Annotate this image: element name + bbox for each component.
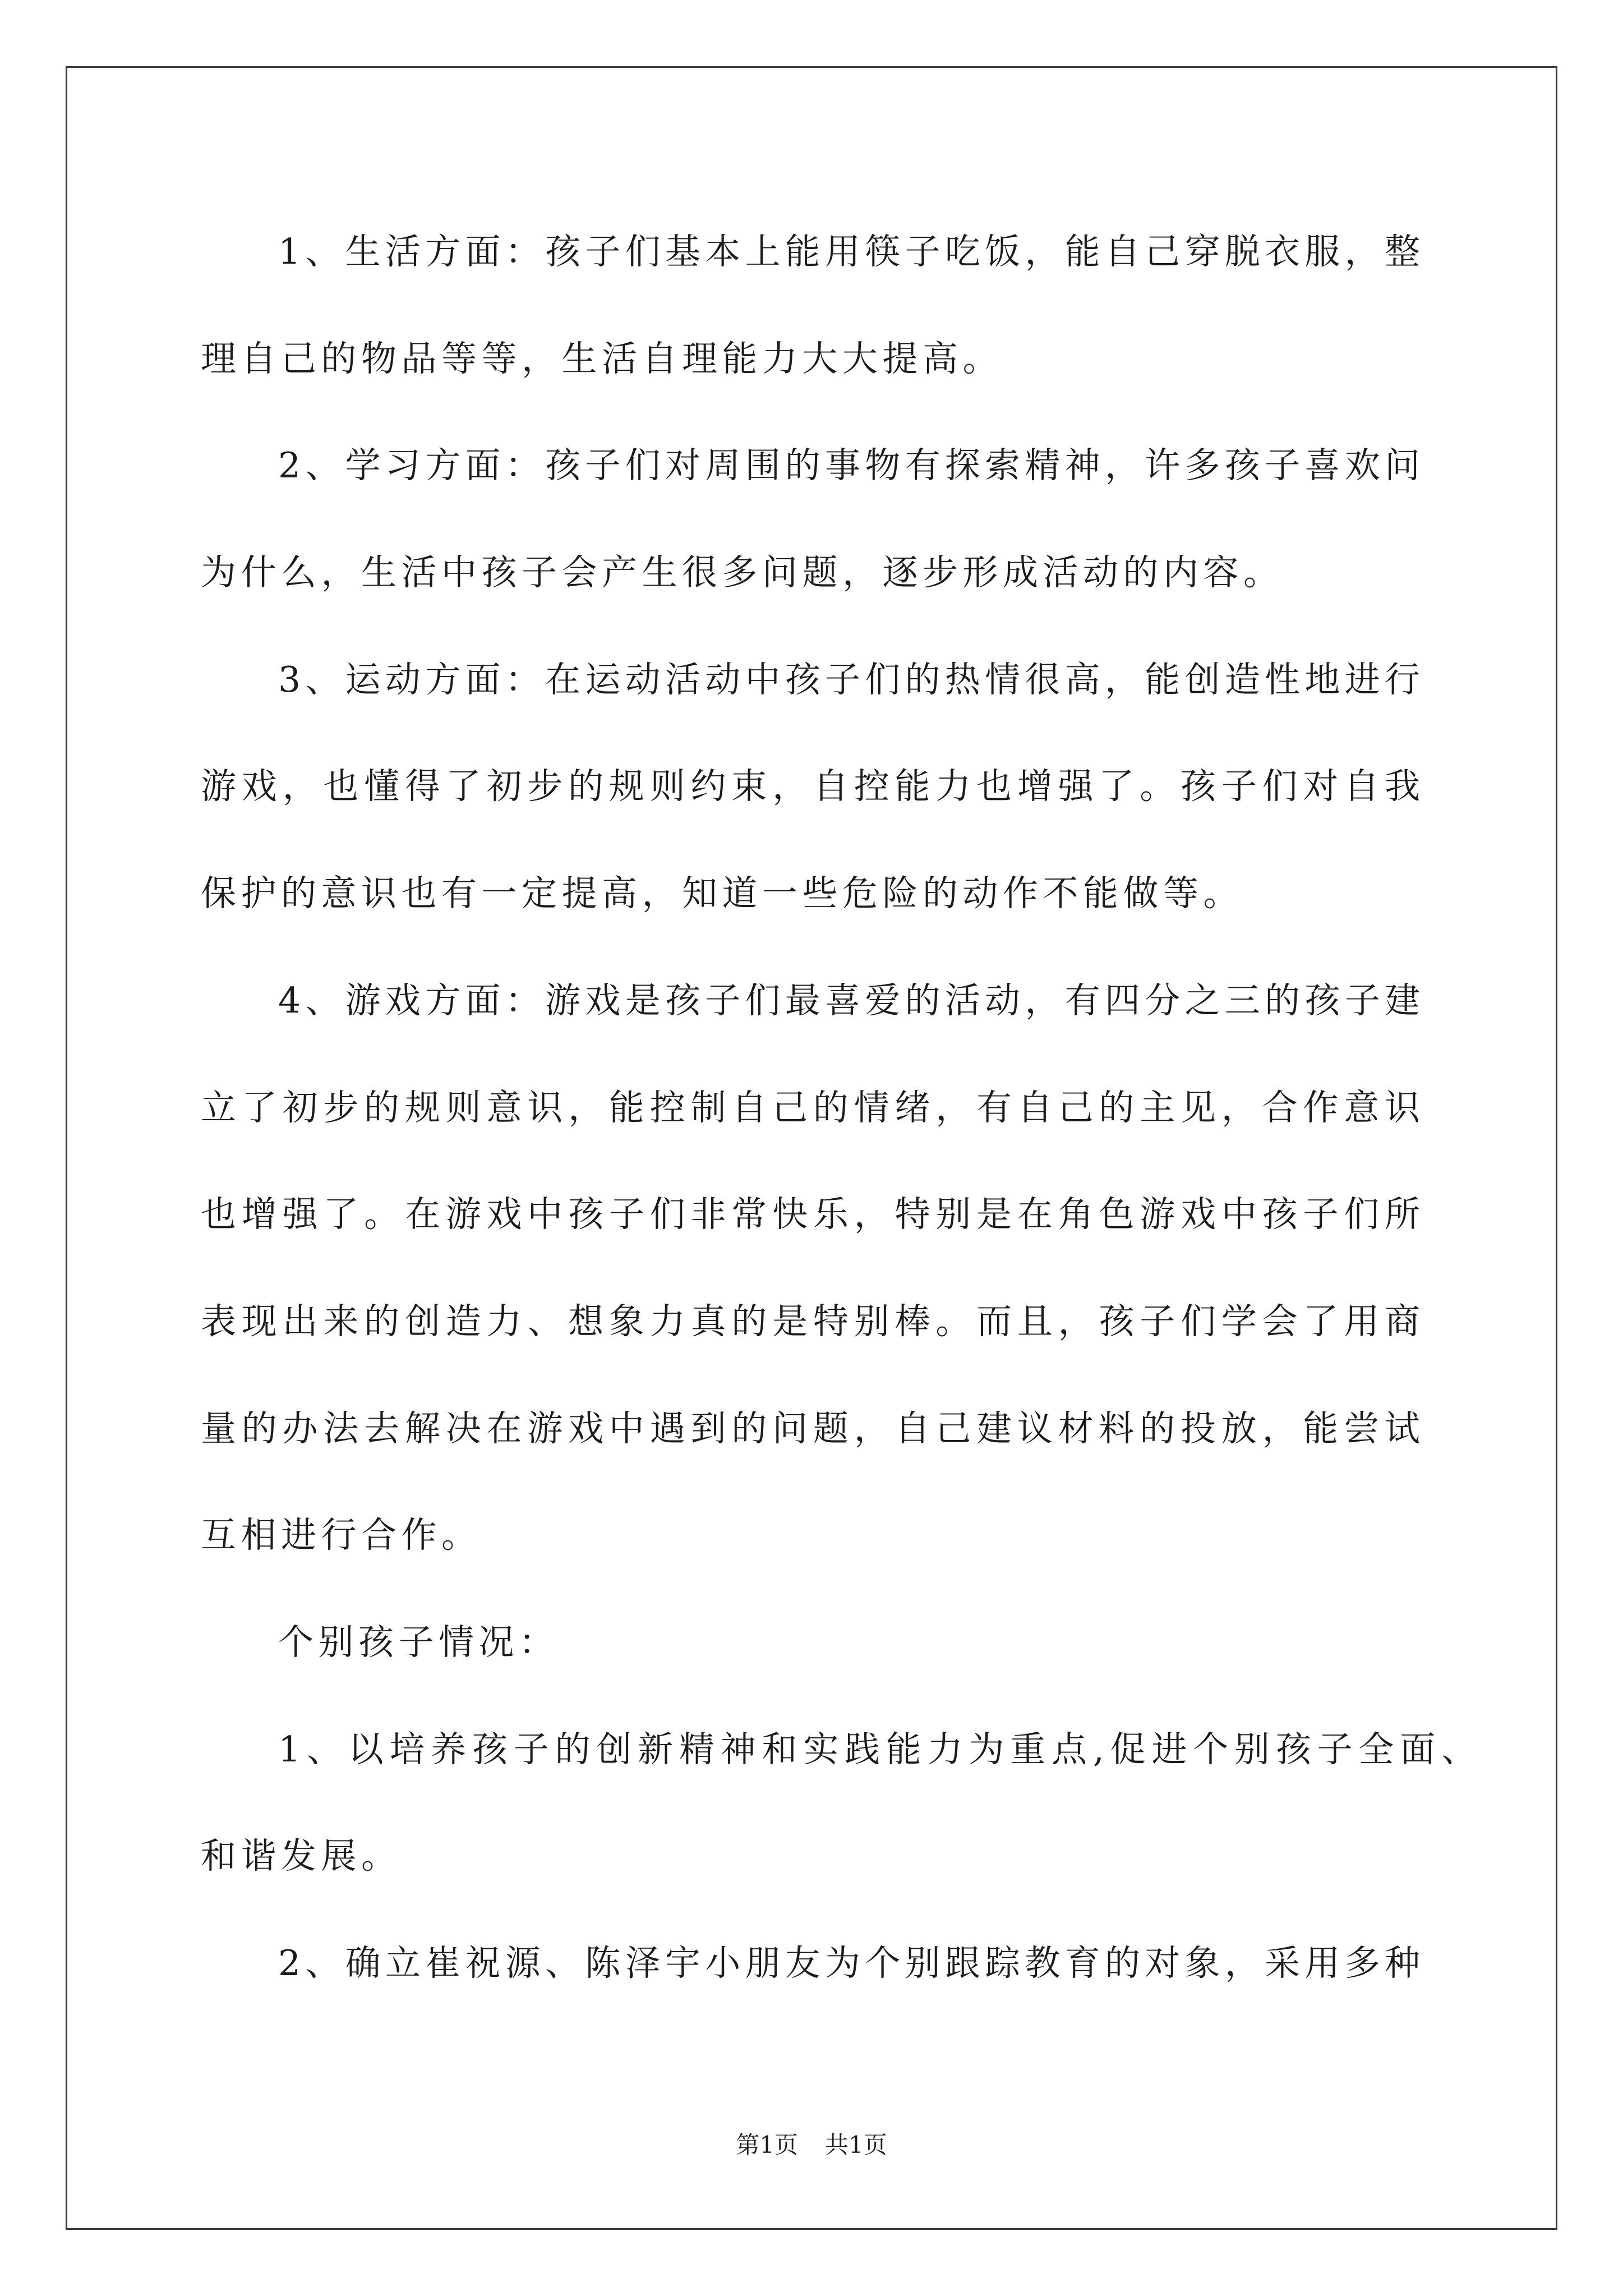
text-line: 互相进行合作。 (201, 1515, 482, 1556)
text-line: 为什么，生活中孩子会产生很多问题，逐步形成活动的内容。 (201, 552, 1284, 593)
paragraph-individual-1 (201, 1696, 1481, 1910)
paragraph-living (201, 199, 1424, 412)
text-line: 理自己的物品等等，生活自理能力大大提高。 (201, 338, 1003, 379)
text-line: 游戏，也懂得了初步的规则约束，自控能力也增强了。孩子们对自我 (201, 766, 1424, 807)
text-line: 立了初步的规则意识，能控制自己的情绪，有自己的主见，合作意识 (201, 1087, 1424, 1128)
text-line: 表现出来的创造力、想象力真的是特别棒。而且，孩子们学会了用商 (201, 1300, 1424, 1342)
page-number: 第1页 (736, 2131, 798, 2159)
text-line: 3、运动方面：在运动活动中孩子们的热情很高，能创造性地进行 (278, 659, 1424, 700)
text-line: 也增强了。在游戏中孩子们非常快乐，特别是在角色游戏中孩子们所 (201, 1194, 1424, 1235)
section-heading (201, 1589, 1424, 1696)
page-count: 共1页 (825, 2131, 887, 2159)
text-line: 1、以培养孩子的创新精神和实践能力为重点,促进个别孩子全面、 (278, 1728, 1481, 1770)
text-line: 量的办法去解决在游戏中遇到的问题，自己建议材料的投放，能尝试 (201, 1407, 1424, 1449)
text-line: 4、游戏方面：游戏是孩子们最喜爱的活动，有四分之三的孩子建 (278, 979, 1424, 1021)
document-body (201, 199, 1481, 2017)
text-line: 2、确立崔祝源、陈泽宇小朋友为个别跟踪教育的对象，采用多种 (278, 1943, 1424, 1984)
paragraph-individual-2 (201, 1910, 1424, 2017)
text-line: 保护的意识也有一定提高，知道一些危险的动作不能做等。 (201, 873, 1243, 914)
page-footer (0, 2128, 1623, 2162)
paragraph-sports (201, 627, 1424, 947)
paragraph-games (201, 947, 1424, 1589)
text-line: 2、学习方面：孩子们对周围的事物有探索精神，许多孩子喜欢问 (278, 445, 1424, 486)
text-line: 和谐发展。 (201, 1835, 402, 1877)
text-line: 个别孩子情况： (278, 1621, 559, 1663)
text-line: 1、生活方面：孩子们基本上能用筷子吃饭，能自己穿脱衣服，整 (278, 231, 1424, 272)
paragraph-learning (201, 412, 1424, 626)
